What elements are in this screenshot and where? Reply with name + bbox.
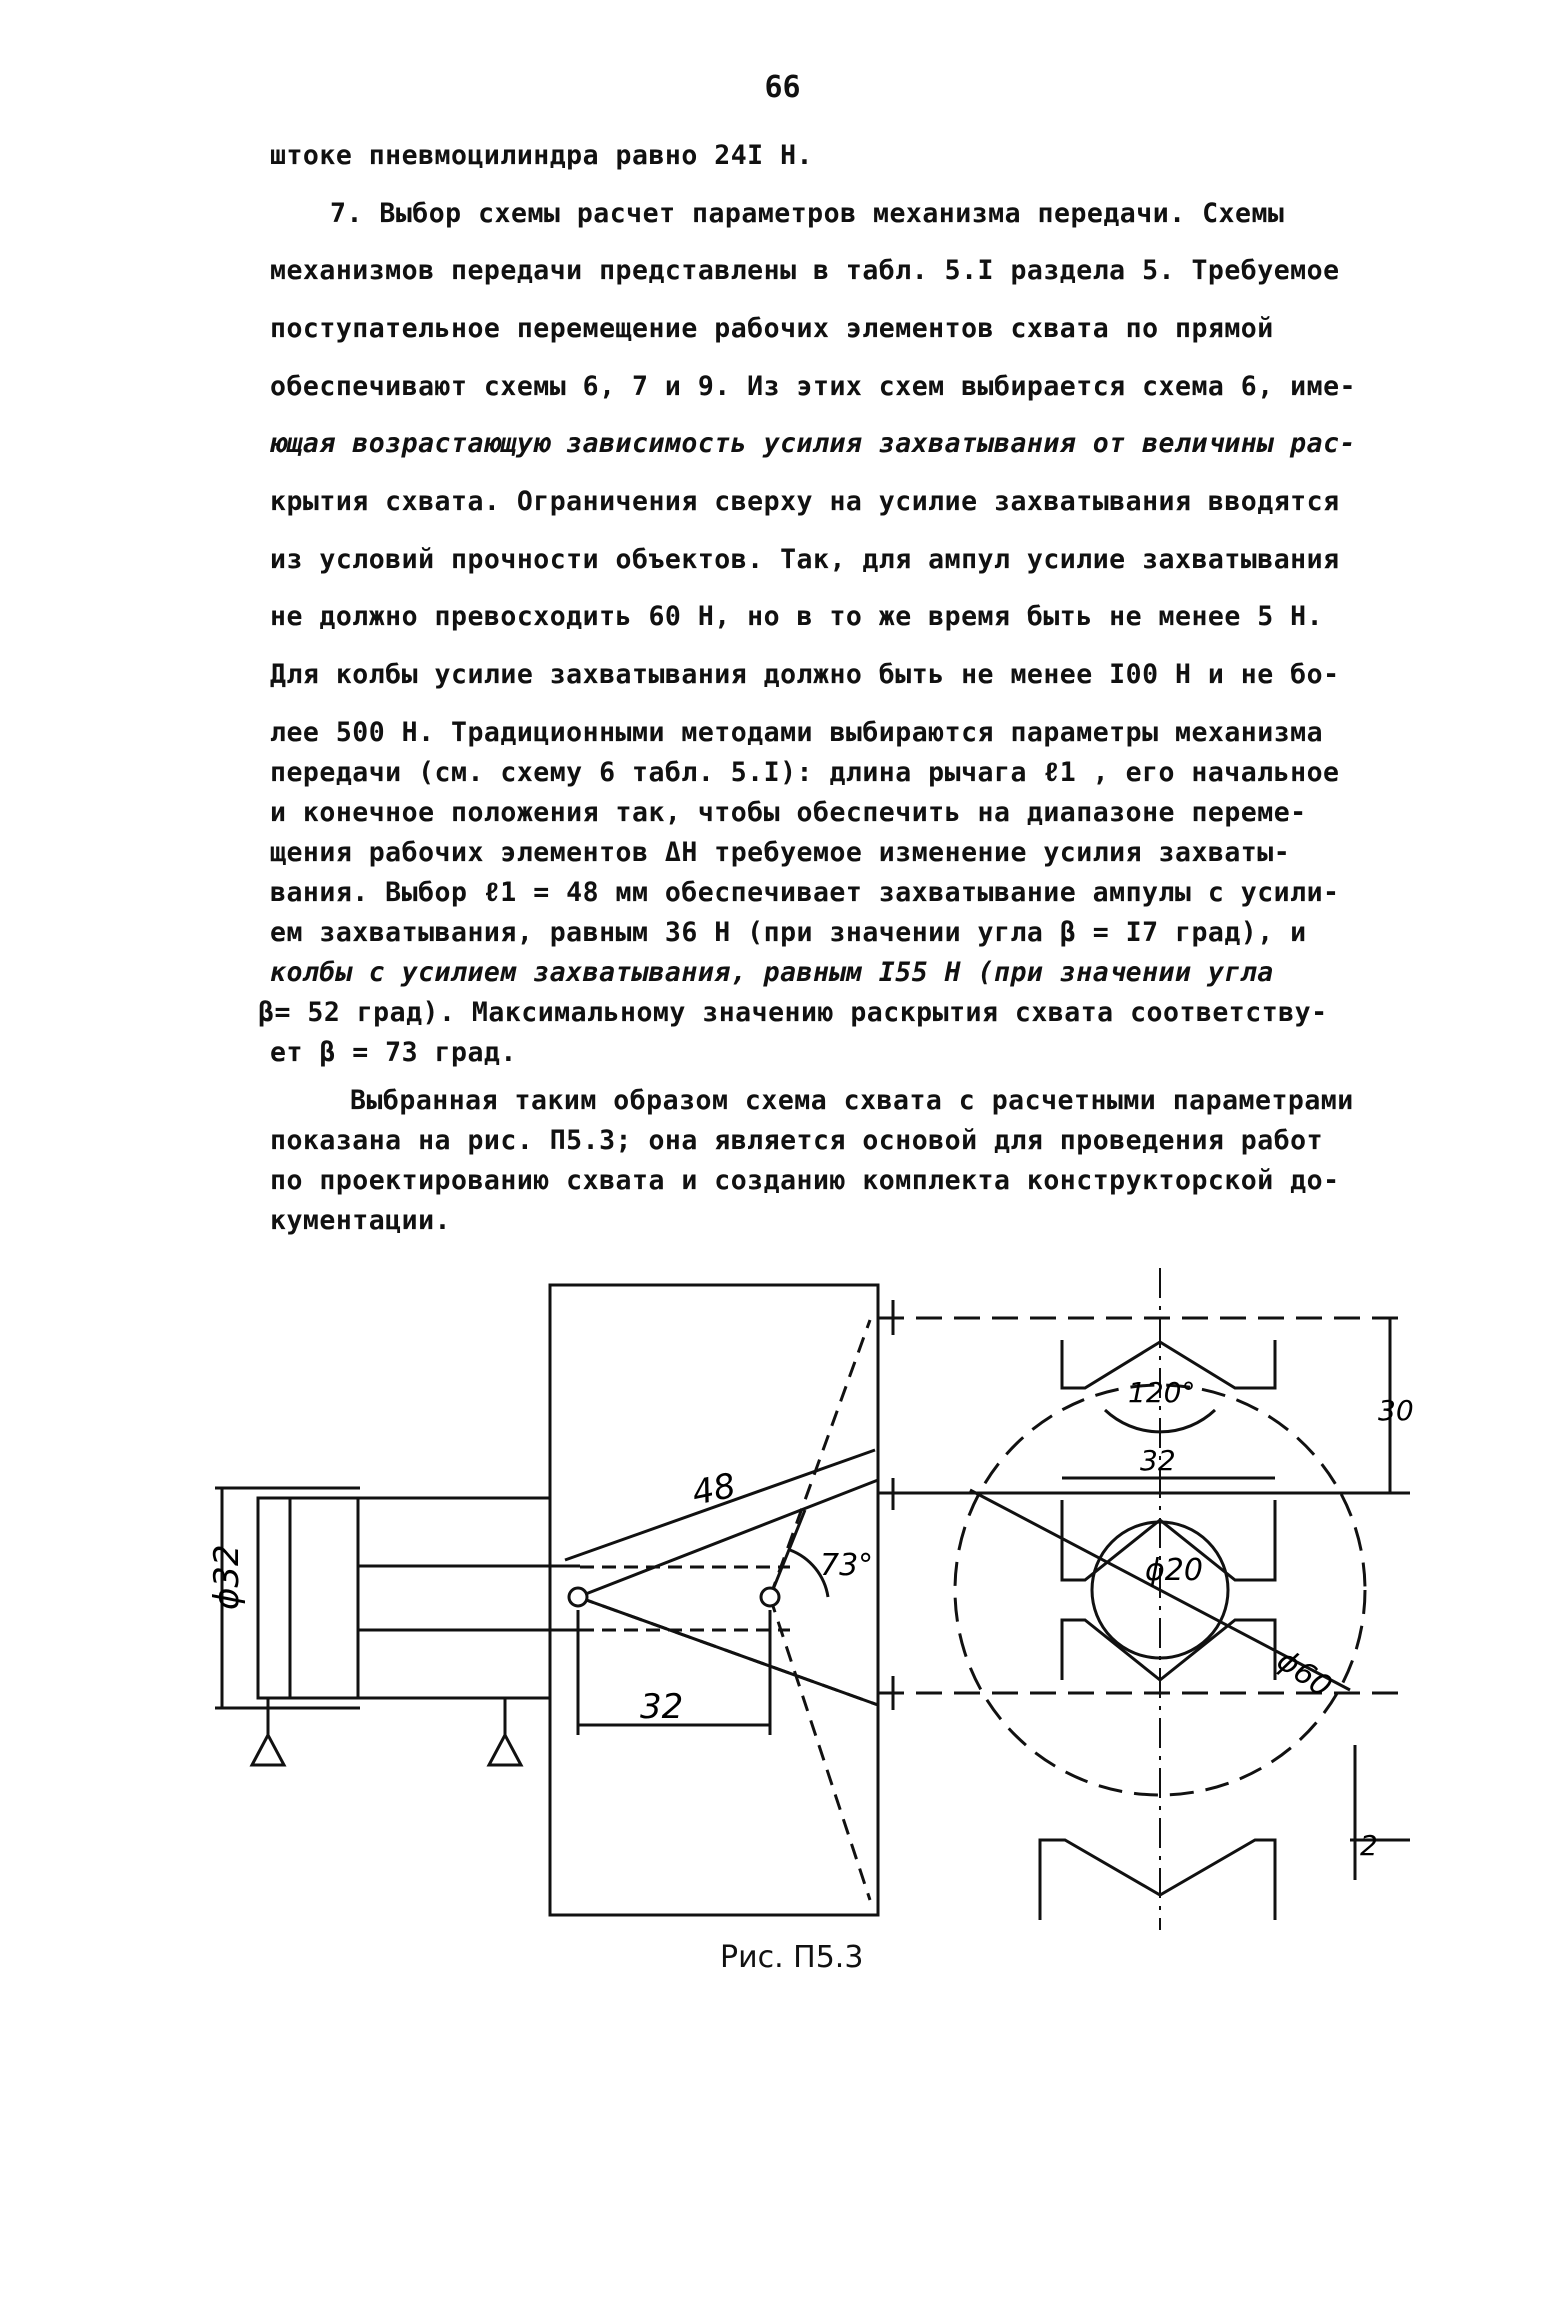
text-line: механизмов передачи представлены в табл. 5.I раздела 5. Требуемое [270, 255, 1340, 286]
lever48-label: 48 [688, 1465, 740, 1514]
jaw-lower-closed [1062, 1620, 1275, 1680]
text-line: по проектированию схвата и созданию комплекта конструкторской до- [270, 1165, 1340, 1196]
d20-label: ϕ20 [1145, 1553, 1203, 1588]
text-line: крытия схвата. Ограничения сверху на усилие захватывания вводятся [270, 486, 1340, 517]
text-line: лее 500 Н. Традиционными методами выбираются параметры механизма [270, 717, 1324, 748]
page-number: 66 [764, 70, 801, 105]
open-position-dashed [770, 1597, 870, 1900]
pivot-left-icon [569, 1588, 587, 1606]
support-left-icon [252, 1735, 284, 1765]
text-line: поступательное перемещение рабочих элементов схвата по прямой [270, 313, 1274, 344]
text-line: β= 52 град). Максимальному значению раскрытия схвата соответству- [258, 997, 1328, 1028]
gap2-label: 2 [1360, 1829, 1378, 1862]
text-line: Для колбы усилие захватывания должно быть не менее I00 Н и не бо- [270, 659, 1340, 690]
d32-label: ϕ32 [207, 1544, 247, 1610]
text-line: штоке пневмоцилиндра равно 24I Н. [270, 140, 813, 171]
angle120-label: 120° [1128, 1376, 1196, 1409]
text-line: передачи (см. схему 6 табл. 5.I): длина рычага ℓ1 , его начальное [270, 757, 1340, 788]
gripper-scheme-figure [190, 1260, 1420, 1944]
text-line: ет β = 73 град. [270, 1037, 517, 1068]
text-line: колбы с усилием захватывания, равным I55 Н (при значении угла [270, 957, 1274, 988]
text-line: ющая возрастающую зависимость усилия захватывания от величины рас- [270, 428, 1356, 459]
text-line: из уcловий прочности объектов. Так, для ампул усилие захватывания [270, 544, 1340, 575]
text-line: показана на рис. П5.3; она является основой для проведения работ [270, 1125, 1324, 1156]
text-line: 7. Выбор схемы расчет параметров механизма передачи. Схемы [330, 198, 1285, 229]
text-line: щения рабочих элементов ΔН требуемое изменение усилия захваты- [270, 837, 1291, 868]
figure-caption: Рис. П5.3 [720, 1940, 864, 1975]
jaw-lower-open [1040, 1840, 1275, 1920]
text-line: Выбранная таким образом схема схвата с расчетными параметрами [350, 1085, 1354, 1116]
pivot-right-icon [761, 1588, 779, 1606]
text-line: ем захватывания, равным 36 Н (при значении угла β = I7 град), и [270, 917, 1307, 948]
gripper-scheme-drawing [190, 1260, 1420, 1940]
d60-label: ϕ60 [1270, 1642, 1338, 1705]
angle73-label: 73° [820, 1548, 874, 1583]
h30-label: 30 [1378, 1394, 1414, 1427]
gripper-housing [550, 1285, 878, 1915]
w32-label: 32 [1140, 1444, 1176, 1477]
text-line: и конечное положения так, чтобы обеспечить на диапазоне переме- [270, 797, 1307, 828]
text-line: вания. Выбор ℓ1 = 48 мм обеспечивает захватывание ампулы с усили- [270, 877, 1340, 908]
text-line: не должно превосходить 60 Н, но в то же время быть не менее 5 Н. [270, 601, 1324, 632]
text-line: кументации. [270, 1205, 451, 1236]
cylinder-end-block [258, 1498, 358, 1698]
support-right-icon [489, 1735, 521, 1765]
base32-label: 32 [640, 1687, 684, 1727]
text-line: обеспечивают схемы 6, 7 и 9. Из этих схем выбирается схема 6, име- [270, 371, 1356, 402]
